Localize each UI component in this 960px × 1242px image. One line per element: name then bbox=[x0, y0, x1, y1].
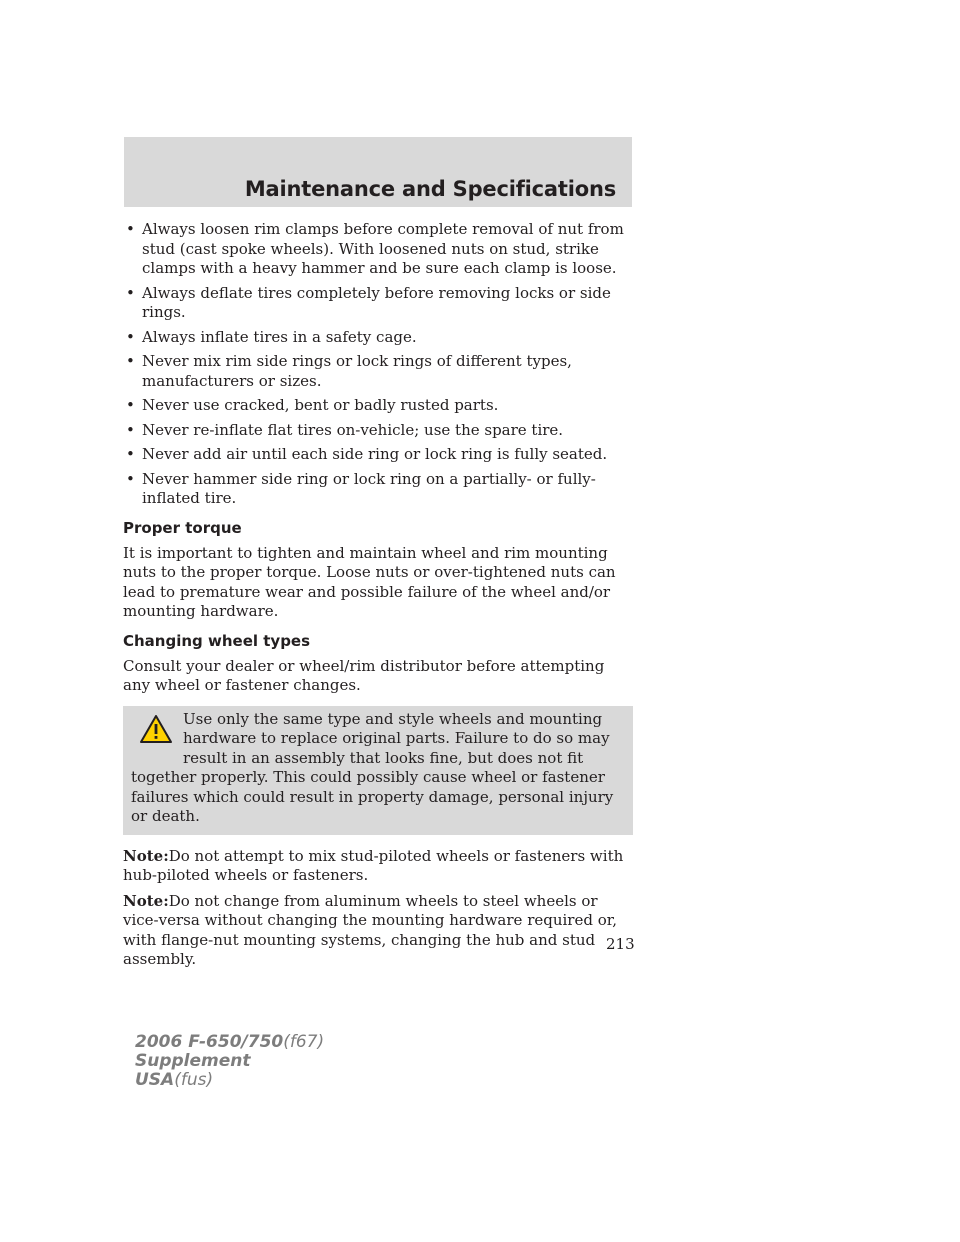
warning-triangle-icon bbox=[131, 710, 177, 754]
bullet-icon: • bbox=[126, 327, 135, 346]
list-item: • Always loosen rim clamps before complete removal of nut from stud (cast spoke wheels). With loosened nuts on stud, strike clamps with a heavy hammer and be sure each clamp is loose. bbox=[126, 220, 624, 277]
footer-market-line: USA(fus) bbox=[135, 1070, 214, 1090]
header-bar bbox=[124, 137, 632, 207]
note-label: Note: bbox=[123, 891, 169, 910]
bullet-icon: • bbox=[126, 283, 135, 302]
note-text: Do not change from aluminum wheels to steel wheels or vice-versa without changing the mounting hardware required or, with flange-nut mounting systems, changing the hub and stud assembly. bbox=[123, 891, 618, 968]
section-heading-proper-torque: Proper torque bbox=[123, 518, 242, 537]
list-item: • Always inflate tires in a safety cage. bbox=[126, 327, 417, 346]
footer-model-line: 2006 F-650/750(f67) bbox=[135, 1032, 325, 1052]
list-item: • Never add air until each side ring or lock ring is fully seated. bbox=[126, 445, 608, 463]
safety-bullet-list bbox=[123, 220, 633, 509]
list-item: • Never mix rim side rings or lock rings of different types, manufacturers or sizes. bbox=[126, 352, 572, 390]
note-paragraph bbox=[123, 847, 633, 886]
list-item: • Never re-inflate flat tires on-vehicle; use the spare tire. bbox=[126, 420, 564, 439]
page-title: Maintenance and Specifications bbox=[244, 177, 616, 201]
bullet-icon: • bbox=[126, 445, 135, 463]
note-label: Note: bbox=[123, 846, 169, 865]
bullet-icon: • bbox=[126, 420, 135, 439]
list-item: • Always deflate tires completely before removing locks or side rings. bbox=[126, 283, 611, 321]
page-content bbox=[123, 220, 633, 976]
warning-box bbox=[123, 706, 633, 835]
note-text: Do not attempt to mix stud-piloted wheels or fasteners with hub-piloted wheels or fasteners. bbox=[123, 846, 624, 884]
section-body-proper-torque: It is important to tighten and maintain wheel and rim mounting nuts to the proper torque. Loose nuts or over-tightened nuts can lead to premature wear and possible failure of the wheel and/or mounting hardware. bbox=[123, 543, 616, 620]
footer-supplement-line: Supplement bbox=[135, 1051, 251, 1071]
list-item: • Never hammer side ring or lock ring on a partially- or fully-inflated tire. bbox=[126, 469, 596, 507]
bullet-icon: • bbox=[126, 220, 135, 238]
bullet-icon: • bbox=[126, 469, 135, 488]
section-body-changing-wheel-types: Consult your dealer or wheel/rim distributor before attempting any wheel or fastener changes. bbox=[123, 656, 605, 694]
note-paragraph bbox=[123, 892, 633, 970]
warning-text: Use only the same type and style wheels and mounting hardware to replace original parts. Failure to do so may result in an assembly that looks fine, but does not fit together properly. This could possibly cause wheel or fastener failures which could result in property damage, personal injury or death. bbox=[131, 709, 614, 825]
document-footer bbox=[135, 1033, 324, 1090]
section-heading-changing-wheel-types: Changing wheel types bbox=[123, 631, 311, 650]
list-item: • Never use cracked, bent or badly rusted parts. bbox=[126, 396, 499, 414]
bullet-icon: • bbox=[126, 352, 135, 370]
bullet-icon: • bbox=[126, 396, 135, 414]
page-number: 213 bbox=[606, 935, 635, 953]
